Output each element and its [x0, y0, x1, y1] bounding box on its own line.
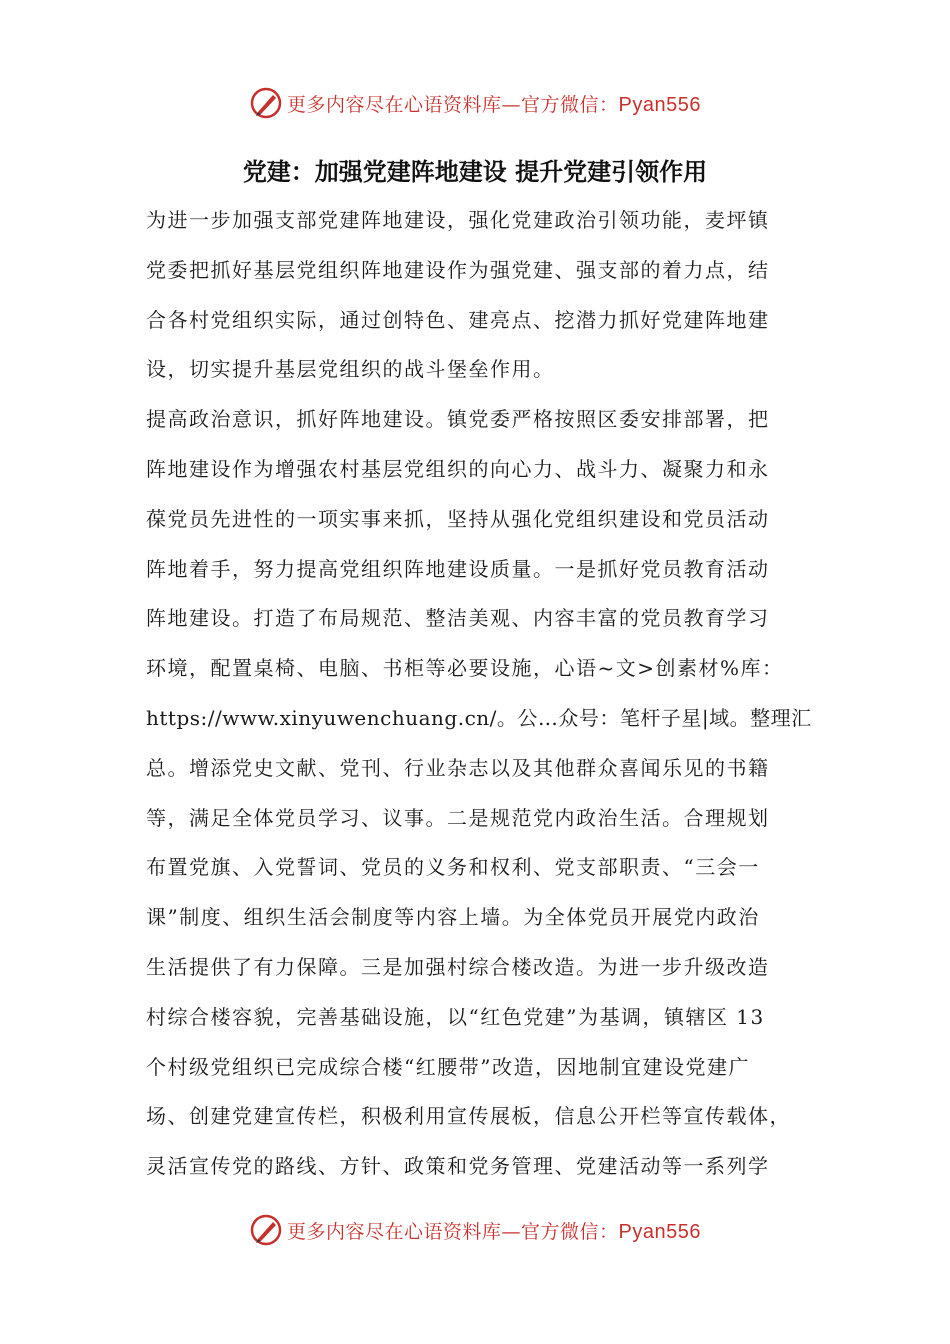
text-line: 设，切实提升基层党组织的战斗堡垒作用。	[146, 357, 555, 382]
text-line: 阵地建设作为增强农村基层党组织的向心力、战斗力、凝聚力和永	[146, 456, 770, 481]
document-title: 党建：加强党建阵地建设 提升党建引领作用	[242, 158, 708, 186]
pen-logo-icon	[249, 1213, 283, 1247]
text-line-url: https://www.xinyuwenchuang.cn/。公…众号：笔杆子星|域。整理汇	[146, 705, 812, 730]
text-line: 场、创建党建宣传栏，积极利用宣传展板，信息公开栏等宣传载体，	[146, 1104, 791, 1129]
header-banner	[0, 83, 950, 123]
text-line: 村综合楼容貌，完善基础设施，以“红色党建”为基调，镇辖区 13	[146, 1004, 765, 1029]
wechat-id: Pyan556	[618, 93, 701, 116]
text-line: 为进一步加强支部党建阵地建设，强化党建政治引领功能，麦坪镇	[146, 208, 770, 232]
wechat-id: Pyan556	[618, 1220, 701, 1243]
text-line: 党委把抓好基层党组织阵地建设作为强党建、强支部的着力点，结	[146, 257, 770, 282]
document-body	[146, 196, 812, 1192]
text-line: 个村级党组织已完成综合楼“红腰带”改造，因地制宜建设党建广	[146, 1054, 750, 1079]
text-line: 提高政治意识，抓好阵地建设。镇党委严格按照区委安排部署，把	[146, 407, 770, 432]
text-line: 总。增添党史文献、党刊、行业杂志以及其他群众喜闻乐见的书籍	[146, 755, 770, 780]
text-line: 等，满足全体党员学习、议事。二是规范党内政治生活。合理规划	[146, 805, 770, 830]
text-line: 灵活宣传党的路线、方针、政策和党务管理、党建活动等一系列学	[146, 1154, 770, 1179]
text-line: 环境，配置桌椅、电脑、书柜等必要设施，心语~文>创素材%库：	[146, 656, 784, 681]
text-line: 阵地着手，努力提高党组织阵地建设质量。一是抓好党员教育活动	[146, 556, 770, 581]
text-line: 布置党旗、入党誓词、党员的义务和权利、党支部职责、“三会一	[146, 855, 760, 880]
text-line: 阵地建设。打造了布局规范、整洁美观、内容丰富的党员教育学习	[146, 606, 770, 631]
text-line: 合各村党组织实际，通过创特色、建亮点、挖潜力抓好党建阵地建	[146, 307, 770, 332]
footer-banner	[0, 1210, 950, 1250]
pen-logo-icon	[249, 86, 283, 120]
text-line: 生活提供了有力保障。三是加强村综合楼改造。为进一步升级改造	[146, 954, 770, 979]
text-line: 葆党员先进性的一项实事来抓，坚持从强化党组织建设和党员活动	[146, 506, 770, 531]
banner-text: 更多内容尽在心语资料库—官方微信：Pyan556	[287, 93, 701, 116]
text-line: 课”制度、组织生活会制度等内容上墙。为全体党员开展党内政治	[146, 905, 760, 930]
banner-text: 更多内容尽在心语资料库—官方微信：Pyan556	[287, 1220, 701, 1243]
